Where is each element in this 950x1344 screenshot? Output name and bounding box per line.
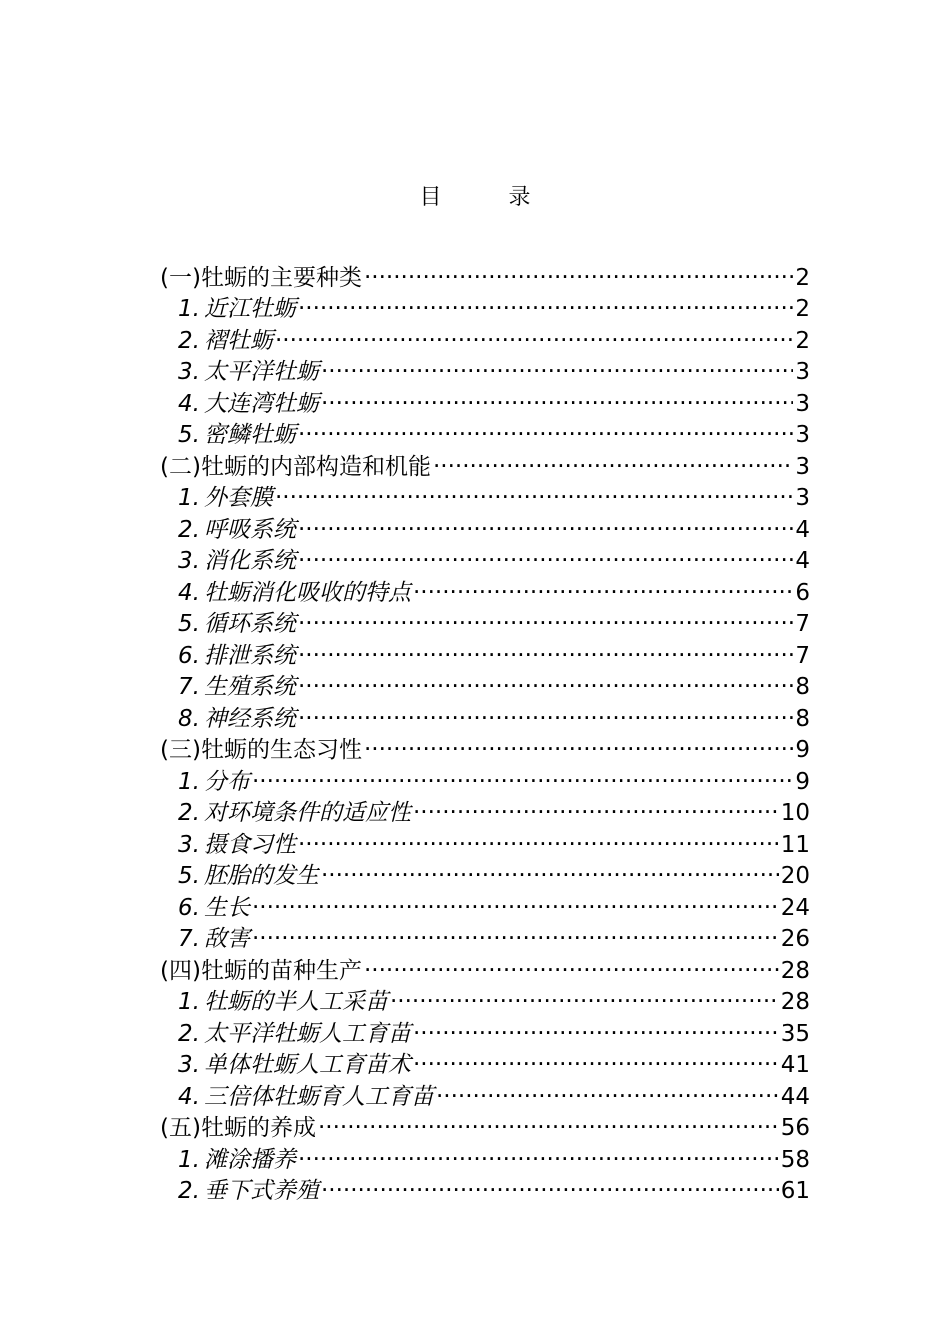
dot-leader [413, 789, 779, 821]
toc-entry-label: 摄食习性 [203, 831, 296, 858]
dot-leader [298, 600, 793, 632]
dot-leader [318, 1104, 779, 1136]
toc-entry-number: 1. [178, 989, 200, 1015]
toc-entry-label: 太平洋牡蛎 [203, 359, 319, 385]
toc-page-number: 26 [780, 926, 810, 952]
table-of-contents [160, 253, 810, 1204]
dot-leader [252, 757, 793, 789]
dot-leader [321, 379, 793, 411]
toc-entry-label: 密鳞牡蛎 [203, 422, 296, 448]
toc-page-number: 61 [780, 1178, 810, 1204]
toc-page-number: 56 [780, 1115, 810, 1141]
toc-page-number: 28 [780, 989, 810, 1015]
toc-entry-label: 敌害 [203, 926, 250, 952]
toc-page-number: 3 [795, 485, 810, 511]
toc-entry-label: 大连湾牡蛎 [203, 390, 319, 417]
toc-entry-number: 2. [178, 327, 200, 354]
toc-entry-label: 分布 [203, 768, 250, 795]
toc-entry-label: 排泄系统 [203, 642, 296, 669]
toc-entry-label: 呼吸系统 [203, 516, 296, 543]
toc-page-number: 9 [795, 737, 810, 763]
toc-entry-number: 4. [178, 390, 200, 417]
dot-leader [364, 726, 793, 758]
dot-leader [413, 1041, 779, 1073]
toc-entry-label: 对环境条件的适应性 [203, 800, 411, 826]
toc-entry-number: 1. [178, 296, 200, 322]
dot-leader [321, 348, 793, 380]
dot-leader [298, 694, 793, 726]
toc-entry-label: 单体牡蛎人工育苗术 [203, 1052, 411, 1078]
toc-entry-label: 三倍体牡蛎育人工育苗 [203, 1083, 434, 1110]
toc-chapter-entry[interactable] [160, 946, 810, 984]
toc-entry-number: 3. [178, 1052, 200, 1078]
toc-entry-label: 外套膜 [203, 485, 273, 511]
toc-entry-number: 3. [178, 831, 200, 858]
dot-leader [298, 411, 793, 443]
toc-page-number: 58 [780, 1146, 810, 1173]
toc-page-number: 2 [795, 327, 810, 354]
dot-leader [364, 253, 793, 285]
toc-entry-number: 2. [178, 800, 200, 826]
toc-entry-number: 4. [178, 579, 200, 606]
dot-leader [390, 978, 779, 1010]
toc-entry-label: 生长 [203, 894, 250, 921]
toc-page-number: 4 [795, 548, 810, 574]
toc-page-number: 7 [795, 611, 810, 637]
toc-page-number: 4 [795, 516, 810, 543]
toc-page-number: 9 [795, 768, 810, 795]
toc-entry-label: 消化系统 [203, 548, 296, 574]
toc-page-number: 8 [795, 674, 810, 700]
toc-section-entry[interactable] [160, 883, 810, 921]
toc-entry-number: 6. [178, 642, 200, 669]
dot-leader [364, 946, 779, 978]
dot-leader [321, 852, 779, 884]
toc-page-number: 7 [795, 642, 810, 669]
toc-entry-label: (三)牡蛎的生态习性 [160, 737, 362, 763]
toc-page-number: 28 [780, 957, 810, 984]
toc-entry-label: (四)牡蛎的苗种生产 [160, 957, 362, 984]
dot-leader [252, 883, 779, 915]
toc-entry-label: 垂下式养殖 [203, 1178, 319, 1204]
toc-chapter-entry[interactable] [160, 253, 810, 291]
dot-leader [436, 1072, 779, 1104]
toc-entry-number: 1. [178, 1146, 200, 1173]
toc-entry-number: 2. [178, 516, 200, 543]
toc-page-number: 3 [795, 453, 810, 480]
toc-entry-label: 近江牡蛎 [203, 296, 296, 322]
toc-entry-label: 太平洋牡蛎人工育苗 [203, 1020, 411, 1047]
toc-section-entry[interactable] [160, 789, 810, 826]
dot-leader [433, 442, 793, 474]
toc-entry-number: 5. [178, 611, 200, 637]
toc-entry-number: 4. [178, 1083, 200, 1110]
toc-entry-number: 1. [178, 768, 200, 795]
toc-entry-number: 8. [178, 705, 200, 732]
toc-entry-number: 2. [178, 1178, 200, 1204]
toc-page-number: 20 [780, 863, 810, 889]
toc-page-number: 3 [795, 359, 810, 385]
toc-entry-label: 生殖系统 [203, 674, 296, 700]
dot-leader [413, 1009, 779, 1041]
toc-page-number: 44 [780, 1083, 810, 1110]
toc-entry-number: 3. [178, 548, 200, 574]
toc-entry-label: 牡蛎的半人工采苗 [203, 989, 388, 1015]
dot-leader [298, 631, 793, 663]
toc-page-number: 2 [795, 264, 810, 291]
toc-page-number: 10 [780, 800, 810, 826]
toc-entry-label: 牡蛎消化吸收的特点 [203, 579, 411, 606]
toc-page-number: 41 [780, 1052, 810, 1078]
toc-page-number: 3 [795, 422, 810, 448]
toc-page-number: 35 [780, 1020, 810, 1047]
dot-leader [298, 820, 779, 852]
toc-entry-label: (五)牡蛎的养成 [160, 1115, 316, 1141]
toc-entry-label: 胚胎的发生 [203, 863, 319, 889]
dot-leader [275, 474, 793, 506]
toc-section-entry[interactable] [160, 757, 810, 795]
toc-entry-number: 3. [178, 359, 200, 385]
dot-leader [298, 537, 793, 569]
toc-entry-label: (二)牡蛎的内部构造和机能 [160, 453, 431, 480]
toc-page-number: 2 [795, 296, 810, 322]
toc-page-number: 24 [780, 894, 810, 921]
toc-entry-label: 神经系统 [203, 705, 296, 732]
toc-entry-number: 5. [178, 863, 200, 889]
dot-leader [275, 316, 793, 348]
toc-entry-label: 褶牡蛎 [203, 327, 273, 354]
dot-leader [413, 568, 793, 600]
dot-leader [298, 505, 793, 537]
toc-entry-number: 5. [178, 422, 200, 448]
dot-leader [321, 1167, 779, 1199]
toc-page-number: 8 [795, 705, 810, 732]
toc-entry-number: 6. [178, 894, 200, 921]
toc-section-entry[interactable] [160, 915, 810, 952]
toc-entry-number: 2. [178, 1020, 200, 1047]
dot-leader [298, 1135, 779, 1167]
dot-leader [252, 915, 779, 947]
toc-entry-label: (一)牡蛎的主要种类 [160, 264, 362, 291]
toc-page-number: 11 [780, 831, 810, 858]
toc-entry-label: 滩涂播养 [203, 1146, 296, 1173]
toc-title: 目 录 [419, 185, 561, 210]
toc-page-number: 6 [795, 579, 810, 606]
toc-entry-number: 7. [178, 926, 200, 952]
toc-entry-label: 循环系统 [203, 611, 296, 637]
dot-leader [298, 663, 793, 695]
toc-entry-number: 1. [178, 485, 200, 511]
toc-page-number: 3 [795, 390, 810, 417]
toc-entry-number: 7. [178, 674, 200, 700]
dot-leader [298, 285, 793, 317]
